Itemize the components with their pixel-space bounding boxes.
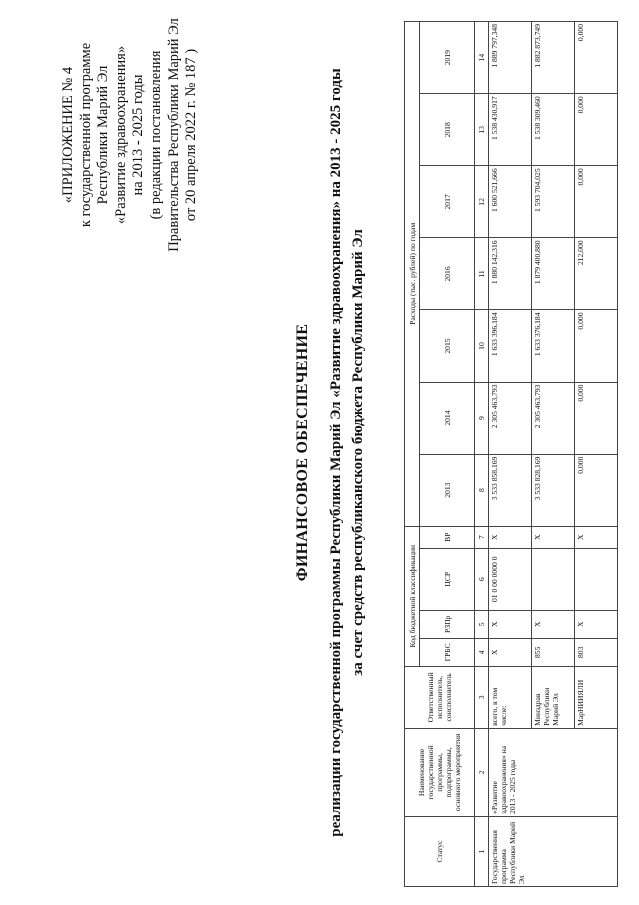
document-title: ФИНАНСОВОЕ ОБЕСПЕЧЕНИЕ [294, 323, 311, 582]
document-subtitle-2: за счет средств республиканского бюджета Республики Марий Эл [350, 229, 366, 676]
rzpr-cell: X [532, 610, 575, 638]
vr-cell: X [575, 526, 618, 548]
value-cell: 1 633 396,184 [489, 310, 532, 382]
column-index: 8 [475, 454, 489, 526]
appendix-line: (в редакции постановления [147, 50, 164, 220]
value-cell: 0,000 [575, 382, 618, 454]
csr-cell [532, 548, 575, 610]
value-cell: 1 593 704,025 [532, 166, 575, 238]
header-year: 2019 [420, 22, 475, 94]
responsible-cell: МарНИИЯЛИ [575, 666, 618, 728]
value-cell: 2 305 463,793 [532, 382, 575, 454]
rzpr-cell: X [489, 610, 532, 638]
column-index: 6 [475, 548, 489, 610]
header-year: 2018 [420, 94, 475, 166]
appendix-line: «Развитие здравоохранения» [112, 45, 129, 225]
header-year: 2013 [420, 454, 475, 526]
rzpr-cell: X [575, 610, 618, 638]
value-cell: 0,000 [575, 22, 618, 94]
column-index: 14 [475, 22, 489, 94]
value-cell: 0,000 [575, 166, 618, 238]
value-cell: 1 538 309,460 [532, 94, 575, 166]
value-cell: 1 889 797,348 [489, 22, 532, 94]
appendix-line: от 20 апреля 2022 г. № 187 ) [183, 48, 200, 222]
value-cell: 0,000 [575, 310, 618, 382]
value-cell: 212,000 [575, 238, 618, 310]
column-index: 9 [475, 382, 489, 454]
header-year: 2015 [420, 310, 475, 382]
appendix-line: на 2013 - 2025 годы [130, 74, 147, 196]
vr-cell: X [489, 526, 532, 548]
column-index: 4 [475, 638, 489, 666]
column-index: 13 [475, 94, 489, 166]
header-year: 2016 [420, 238, 475, 310]
document-subtitle: реализации государственной программы Республики Марий Эл «Развитие здравоохранения» на 2013 - 2025 годы [328, 68, 344, 837]
value-cell: 1 882 873,749 [532, 22, 575, 94]
value-cell: 1 600 521,666 [489, 166, 532, 238]
header-csr: ЦСР [420, 548, 475, 610]
header-year: 2017 [420, 166, 475, 238]
header-expenses: Расходы (тыс. рублей) по годам [405, 22, 420, 527]
vr-cell: X [532, 526, 575, 548]
value-cell: 0,000 [575, 454, 618, 526]
table-row [489, 22, 532, 887]
program-status: Государственная программа Республики Марий Эл [489, 816, 618, 886]
csr-cell: 01 0 00 0000 0 [489, 548, 532, 610]
column-index: 7 [475, 526, 489, 548]
value-cell: 3 533 858,169 [489, 454, 532, 526]
value-cell: 1 633 376,184 [532, 310, 575, 382]
header-vr: ВР [420, 526, 475, 548]
grbs-cell: 803 [575, 638, 618, 666]
column-index: 1 [475, 816, 489, 886]
value-cell: 1 538 430,917 [489, 94, 532, 166]
column-index: 11 [475, 238, 489, 310]
grbs-cell: X [489, 638, 532, 666]
appendix-header [60, 15, 201, 255]
header-name: Наименование государственной программы, подпрограммы, основного мероприятия [405, 728, 475, 816]
grbs-cell: 855 [532, 638, 575, 666]
column-index: 12 [475, 166, 489, 238]
value-cell: 1 880 142,316 [489, 238, 532, 310]
appendix-line: «ПРИЛОЖЕНИЕ № 4 [60, 66, 76, 204]
value-cell: 0,000 [575, 94, 618, 166]
column-index: 2 [475, 728, 489, 816]
program-name: «Развитие здравоохранения» на 2013 - 2025 годы [489, 728, 618, 816]
header-budget-code: Код бюджетной классификации [405, 526, 420, 666]
header-rzpr: РЗПр [420, 610, 475, 638]
financing-table [404, 21, 618, 887]
value-cell: 1 879 400,880 [532, 238, 575, 310]
header-year: 2014 [420, 382, 475, 454]
responsible-cell: Минздрав Республики Марий Эл [532, 666, 575, 728]
value-cell: 2 305 463,793 [489, 382, 532, 454]
appendix-line: Правительства Республики Марий Эл [165, 18, 182, 252]
csr-cell [575, 548, 618, 610]
header-status: Статус [405, 816, 475, 886]
column-index: 10 [475, 310, 489, 382]
appendix-line: Республики Марий Эл [95, 65, 112, 205]
column-index: 3 [475, 666, 489, 728]
value-cell: 3 533 828,169 [532, 454, 575, 526]
header-grbs: ГРБС [420, 638, 475, 666]
header-responsible: Ответственный исполнитель, соисполнитель [405, 666, 475, 728]
responsible-cell: всего, в том числе: [489, 666, 532, 728]
appendix-line: к государственной программе [77, 42, 94, 228]
column-index: 5 [475, 610, 489, 638]
